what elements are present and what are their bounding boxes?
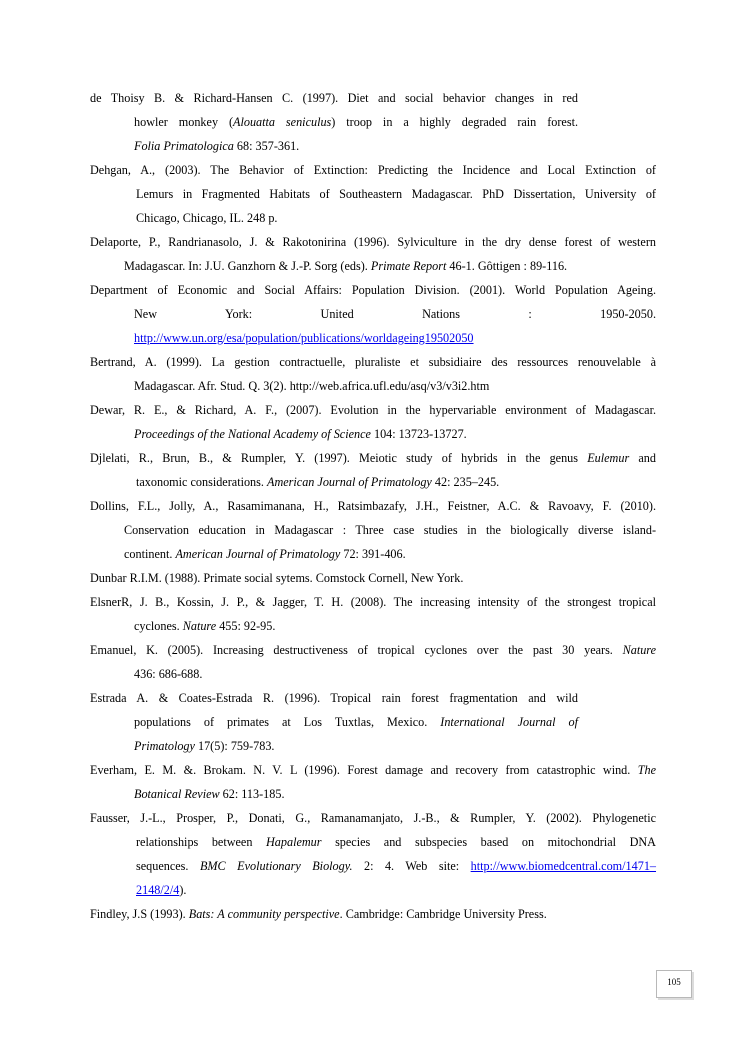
- reference-link[interactable]: 2148/2/4: [136, 883, 180, 897]
- reference-line: [90, 518, 656, 542]
- reference-italic-title: Proceedings of the National Academy of Science: [134, 427, 371, 441]
- reference-line: [90, 470, 656, 494]
- reference-text: Delaporte, P., Randrianasolo, J. & Rakotonirina (1996). Sylviculture in the dry dense forest of western: [90, 235, 656, 249]
- reference-text: Department of Economic and Social Affairs: Population Division. (2001). World Population Ageing.: [90, 283, 656, 297]
- reference-line: [90, 806, 656, 830]
- reference-text: Dehgan, A., (2003). The Behavior of Extinction: Predicting the Incidence and Local Extinction of: [90, 163, 656, 177]
- reference-text: species and subspecies based on mitochondrial DNA: [321, 835, 656, 849]
- reference-text: Madagascar. In: J.U. Ganzhorn & J.-P. Sorg (eds).: [124, 259, 371, 273]
- reference-line: [90, 542, 656, 566]
- reference-text: populations of primates at Los Tuxtlas, Mexico.: [134, 715, 441, 729]
- reference-text: Dunbar R.I.M. (1988). Primate social sytems. Comstock Cornell, New York.: [90, 571, 464, 585]
- reference-line: [90, 398, 656, 422]
- reference-line: [90, 758, 656, 782]
- reference-line: [90, 710, 578, 734]
- reference-italic-title: Folia Primatologica: [134, 139, 234, 153]
- reference-line: [90, 662, 656, 686]
- reference-entry: [90, 686, 578, 758]
- reference-text: ) troop in a highly degraded rain forest.: [331, 115, 578, 129]
- reference-entry: [90, 398, 656, 446]
- reference-text: 17(5): 759-783.: [194, 739, 275, 753]
- reference-italic-title: Hapalemur: [265, 835, 322, 849]
- reference-entry: [90, 350, 656, 398]
- reference-text: de Thoisy B. & Richard-Hansen C. (1997). Diet and social behavior changes in red: [90, 91, 578, 105]
- reference-entry: [90, 446, 656, 494]
- reference-text: 2: 4. Web site:: [352, 859, 471, 873]
- reference-text: 42: 235–245.: [431, 475, 500, 489]
- reference-text: continent.: [124, 547, 176, 561]
- reference-italic-title: BMC Evolutionary Biology.: [199, 859, 353, 873]
- reference-text: . Cambridge: Cambridge University Press.: [339, 907, 547, 921]
- reference-text: Emanuel, K. (2005). Increasing destructiveness of tropical cyclones over the past 30 years.: [90, 643, 623, 657]
- reference-line: [90, 278, 656, 302]
- reference-entry: [90, 230, 656, 278]
- reference-italic-title: American Journal of Primatology: [267, 475, 432, 489]
- reference-line: [90, 638, 656, 662]
- reference-italic-title: Primatology: [134, 739, 195, 753]
- reference-link[interactable]: http://www.biomedcentral.com/1471–: [470, 859, 657, 873]
- reference-text: Chicago, Chicago, IL. 248 p.: [136, 211, 278, 225]
- reference-entry: [90, 158, 656, 230]
- reference-line: [90, 422, 656, 446]
- reference-text: 436: 686-688.: [134, 667, 203, 681]
- reference-text: 72: 391-406.: [340, 547, 406, 561]
- reference-italic-title: American Journal of Primatology: [175, 547, 341, 561]
- reference-text: Lemurs in Fragmented Habitats of Southeastern Madagascar. PhD Dissertation, University of: [136, 187, 656, 201]
- reference-entry: [90, 278, 656, 350]
- reference-text: Dollins, F.L., Jolly, A., Rasamimanana, H., Ratsimbazafy, J.H., Feistner, A.C. & Ravoavy, F. (2010).: [90, 499, 656, 513]
- reference-line: [90, 830, 656, 854]
- reference-line: [90, 206, 656, 230]
- reference-text: Madagascar. Afr. Stud. Q. 3(2). http://web.africa.ufl.edu/asq/v3/v3i2.htm: [134, 379, 490, 393]
- reference-line: [90, 614, 656, 638]
- reference-text: taxonomic considerations.: [136, 475, 267, 489]
- reference-entry: [90, 902, 656, 926]
- reference-line: [90, 350, 656, 374]
- reference-text: sequences.: [136, 859, 200, 873]
- reference-line: [90, 686, 578, 710]
- reference-line: [90, 134, 578, 158]
- reference-text: Djlelati, R., Brun, B., & Rumpler, Y. (1997). Meiotic study of hybrids in the genus: [90, 451, 588, 465]
- reference-italic-title: Nature: [622, 643, 656, 657]
- reference-italic-title: Nature: [182, 619, 217, 633]
- reference-line: [90, 902, 656, 926]
- reference-text: Bertrand, A. (1999). La gestion contractuelle, pluraliste et subsidiaire des ressources renouvelable à: [90, 355, 656, 369]
- reference-line: [90, 566, 656, 590]
- reference-line: [90, 110, 578, 134]
- reference-italic-title: International Journal of: [440, 715, 578, 729]
- reference-text: cyclones.: [134, 619, 183, 633]
- reference-text: and: [629, 451, 656, 465]
- reference-text: 104: 13723-13727.: [370, 427, 467, 441]
- reference-line: [90, 782, 656, 806]
- reference-italic-title: Eulemur: [587, 451, 630, 465]
- reference-text: Fausser, J.-L., Prosper, P., Donati, G., Ramanamanjato, J.-B., & Rumpler, Y. (2002). Phylogenetic: [90, 811, 656, 825]
- reference-link[interactable]: http://www.un.org/esa/population/publications/worldageing19502050: [134, 331, 474, 345]
- reference-text: Findley, J.S (1993).: [90, 907, 189, 921]
- reference-text: ElsnerR, J. B., Kossin, J. P., & Jagger, T. H. (2008). The increasing intensity of the strongest tropical: [90, 595, 656, 609]
- reference-italic-title: The: [637, 763, 656, 777]
- reference-text: ).: [179, 883, 187, 897]
- reference-line: [90, 230, 656, 254]
- reference-list: [90, 86, 656, 926]
- reference-line: [90, 86, 578, 110]
- reference-line: [90, 374, 656, 398]
- reference-text: relationships between: [136, 835, 266, 849]
- reference-text: New York: United Nations : 1950-2050.: [134, 307, 656, 321]
- page-number: 105: [656, 970, 692, 998]
- reference-entry: [90, 590, 656, 638]
- reference-italic-title: Botanical Review: [134, 787, 220, 801]
- reference-text: howler monkey (: [134, 115, 234, 129]
- reference-line: [90, 254, 656, 278]
- reference-entry: [90, 806, 656, 902]
- reference-line: [90, 446, 656, 470]
- reference-italic-title: Primate Report: [370, 259, 447, 273]
- reference-text: Conservation education in Madagascar : Three case studies in the biologically diverse island-: [124, 523, 656, 537]
- reference-text: Everham, E. M. &. Brokam. N. V. L (1996). Forest damage and recovery from catastrophic wind.: [90, 763, 638, 777]
- reference-text: 455: 92-95.: [216, 619, 276, 633]
- reference-line: [90, 326, 656, 350]
- reference-line: [90, 158, 656, 182]
- reference-entry: [90, 566, 656, 590]
- reference-text: Estrada A. & Coates-Estrada R. (1996). Tropical rain forest fragmentation and wild: [90, 691, 578, 705]
- reference-entry: [90, 638, 656, 686]
- reference-line: [90, 854, 656, 878]
- reference-text: Dewar, R. E., & Richard, A. F., (2007). Evolution in the hypervariable environment of Madagascar.: [90, 403, 656, 417]
- reference-line: [90, 590, 656, 614]
- reference-line: [90, 734, 578, 758]
- reference-italic-title: Alouatta seniculus: [233, 115, 332, 129]
- reference-text: 62: 113-185.: [219, 787, 285, 801]
- reference-line: [90, 182, 656, 206]
- reference-entry: [90, 758, 656, 806]
- reference-line: [90, 302, 656, 326]
- reference-text: 68: 357-361.: [233, 139, 300, 153]
- reference-entry: [90, 494, 656, 566]
- reference-line: [90, 494, 656, 518]
- reference-text: 46-1. Gôttigen : 89-116.: [446, 259, 568, 273]
- reference-italic-title: Bats: A community perspective: [188, 907, 340, 921]
- reference-line: [90, 878, 656, 902]
- reference-entry: [90, 86, 578, 158]
